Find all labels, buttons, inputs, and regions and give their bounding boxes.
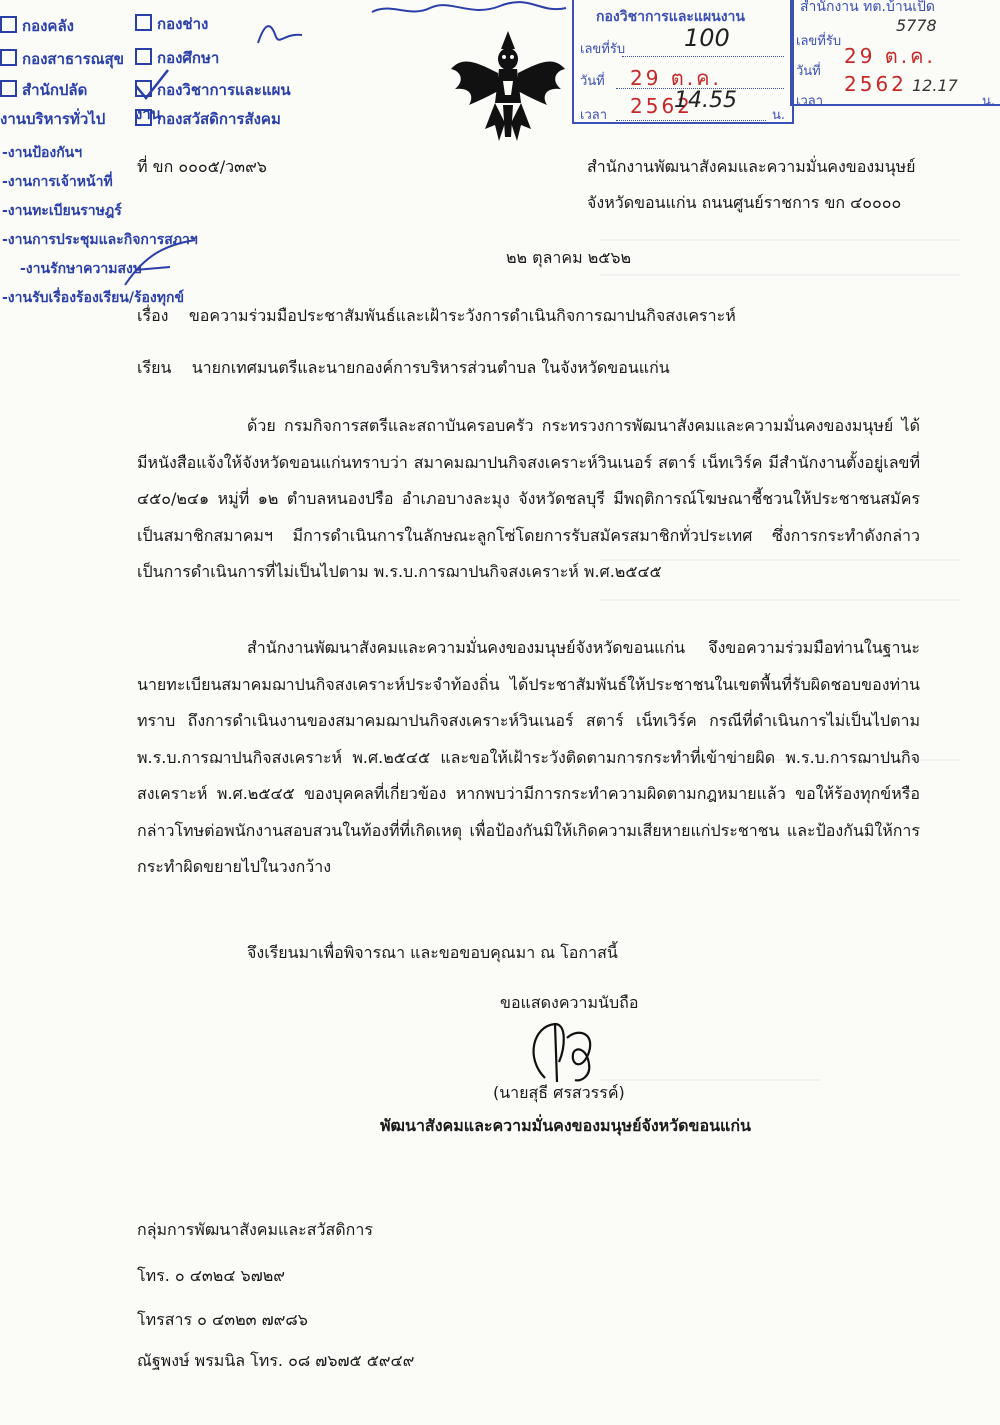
stamp-division-no-label: เลขที่รับ <box>580 42 626 57</box>
body-paragraph-1 <box>137 408 920 591</box>
checkbox-icon <box>135 109 152 126</box>
stamp-line <box>616 120 766 121</box>
stamp-office-no-value: 5778 <box>896 16 937 35</box>
stamp-division-date-value: 29 ต.ค. 2562 <box>630 66 722 118</box>
routing-item-council-meetings: -งานการประชุมและกิจการสภาฯ <box>2 232 198 248</box>
garuda-emblem-icon <box>443 25 573 155</box>
letter-date: ๒๒ ตุลาคม ๒๕๖๒ <box>506 248 632 267</box>
subject-label: เรื่อง <box>137 306 169 325</box>
checkbox-social-welfare[interactable]: กองสวัสดิการสังคม <box>135 107 281 131</box>
division-receipt-stamp <box>572 0 794 124</box>
routing-item-civil-registration: -งานทะเบียนราษฎร์ <box>2 203 122 219</box>
checkbox-icon <box>0 16 17 33</box>
stamp-division-title: กองวิชาการและแผนงาน <box>596 9 745 25</box>
issuer-address-line-2: จังหวัดขอนแก่น ถนนศูนย์ราชการ ขก ๔๐๐๐๐ <box>587 193 902 212</box>
checkbox-general-admin[interactable]: งานบริหารทั่วไป <box>0 110 106 128</box>
subject-text: ขอความร่วมมือประชาสัมพันธ์และเฝ้าระวังการดำเนินกิจการฌาปนกิจสงเคราะห์ <box>188 306 736 325</box>
checkbox-engineering[interactable]: กองช่าง <box>135 12 208 36</box>
stamp-division-time-value: 14.55 <box>674 88 737 113</box>
contact-fax: โทรสาร ๐ ๔๓๒๓ ๗๙๘๖ <box>137 1310 308 1329</box>
handwritten-date-mark <box>115 235 205 295</box>
checkbox-icon <box>135 14 152 31</box>
checkbox-finance[interactable]: กองคลัง <box>0 14 74 38</box>
signer-name: (นายสุธี ศรสวรรค์) <box>493 1083 625 1102</box>
stamp-line <box>616 88 784 89</box>
routing-item-peacekeeping: -งานรักษาความสงบ <box>20 261 142 277</box>
handwritten-initial-mark <box>250 15 310 55</box>
stamp-division-time-suffix: น. <box>772 108 786 123</box>
handwritten-note <box>370 0 570 22</box>
contact-unit: กลุ่มการพัฒนาสังคมและสวัสดิการ <box>137 1220 373 1239</box>
body-paragraph-2 <box>137 630 920 886</box>
addressee-text: นายกเทศมนตรีและนายกองค์การบริหารส่วนตำบล ในจังหวัดขอนแก่น <box>191 358 670 377</box>
subject-line <box>137 298 736 334</box>
body-paragraph-2-text: สำนักงานพัฒนาสังคมและความมั่นคงของมนุษย์จังหวัดขอนแก่น จึงขอความร่วมมือท่านในฐานะนายทะเบียนสมาคมฌาปนกิจสงเคราะห์ประจำท้องถิ่น ได้ประชาสัมพันธ์ให้ประชาชนในเขตพื้นที่รับผิดชอบของท่านทราบ ถึงการดำเนินงานของสมาคมฌาปนกิจสงเคราะห์วินเนอร์ สตาร์ เน็ทเวิร์ค กรณีที่ดำเนินการไม่เป็นไปตาม พ.ร.บ.การฌาปนกิจสงเคราะห์ พ.ศ.๒๕๔๕ และขอให้เฝ้าระวังติดตามการกระทำที่เข้าข่ายผิด พ.ร.บ.การฌาปนกิจสงเคราะห์ พ.ศ.๒๕๔๕ ของบุคคลที่เกี่ยวข้อง หากพบว่ามีการกระทำความผิดตามกฎหมายแล้ว ขอให้ร้องทุกข์หรือกล่าวโทษต่อพนักงานสอบสวนในท้องที่ที่เกิดเหตุ เพื่อป้องกันมิให้เกิดความเสียหายแก่ประชาชน และป้องกันมิให้การกระทำผิดขยายไปในวงกว้าง <box>137 638 920 876</box>
checkbox-icon <box>0 80 17 97</box>
check-mark-icon <box>132 68 172 108</box>
stamp-office-title: สำนักงาน ทต.บ้านเป็ด <box>800 0 936 15</box>
stamp-division-time-label: เวลา <box>580 108 608 123</box>
stamp-office-time-value: 12.17 <box>912 76 958 95</box>
contact-person: ณัฐพงษ์ พรมนิล โทร. ๐๘ ๗๖๗๕ ๕๙๔๙ <box>137 1351 415 1370</box>
contact-telephone: โทร. ๐ ๔๓๒๔ ๖๗๒๙ <box>137 1266 285 1285</box>
stamp-office-date-value: 29 ต.ค. 2562 <box>844 44 936 96</box>
addressee-line <box>137 350 670 386</box>
office-receipt-stamp <box>790 0 1000 109</box>
routing-item-complaints: -งานรับเรื่องร้องเรียน/ร้องทุกข์ <box>2 290 185 306</box>
routing-item-prevention: -งานป้องกันฯ <box>2 145 83 161</box>
stamp-office-time-label: เวลา <box>796 94 824 109</box>
closing-request: จึงเรียนมาเพื่อพิจารณา และขอขอบคุณมา ณ โอกาสนี้ <box>247 943 618 962</box>
stamp-office-time-suffix: น. <box>982 94 996 109</box>
stamp-division-no-value: 100 <box>684 24 730 52</box>
signer-position: พัฒนาสังคมและความมั่นคงของมนุษย์จังหวัดขอนแก่น <box>380 1116 751 1135</box>
routing-item-personnel: -งานการเจ้าหน้าที่ <box>2 174 113 190</box>
addressee-label: เรียน <box>137 358 172 377</box>
stamp-division-date-label: วันที่ <box>580 74 605 89</box>
checkbox-education[interactable]: กองศึกษา <box>135 46 219 70</box>
document-reference-number: ที่ ขก ๐๐๐๕/ว๓๙๖ <box>137 157 267 176</box>
stamp-office-date-label: วันที่ <box>796 64 821 79</box>
checkbox-planning[interactable]: กองวิชาการและแผนงาน <box>135 81 291 123</box>
checkbox-icon <box>135 48 152 65</box>
stamp-line <box>622 56 784 57</box>
checkbox-public-health[interactable]: กองสาธารณสุข <box>0 47 124 71</box>
checkbox-clerk-office[interactable]: สำนักปลัด <box>0 78 87 102</box>
closing-salutation: ขอแสดงความนับถือ <box>500 993 639 1012</box>
issuer-address-line-1: สำนักงานพัฒนาสังคมและความมั่นคงของมนุษย์ <box>587 157 916 176</box>
checkbox-icon <box>0 49 17 66</box>
body-paragraph-1-text: ด้วย กรมกิจการสตรีและสถาบันครอบครัว กระทรวงการพัฒนาสังคมและความมั่นคงของมนุษย์ ได้มีหนังสือแจ้งให้จังหวัดขอนแก่นทราบว่า สมาคมฌาปนกิจสงเคราะห์วินเนอร์ สตาร์ เน็ทเวิร์ค มีสำนักงานตั้งอยู่เลขที่ ๔๕๐/๒๔๑ หมู่ที่ ๑๒ ตำบลหนองปรือ อำเภอบางละมุง จังหวัดชลบุรี มีพฤติการณ์โฆษณาชี้ชวนให้ประชาชนสมัครเป็นสมาชิกสมาคมฯ มีการดำเนินการในลักษณะลูกโซ่โดยการรับสมัครสมาชิกทั่วประเทศ ซึ่งการกระทำดังกล่าวเป็นการดำเนินการที่ไม่เป็นไปตาม พ.ร.บ.การฌาปนกิจสงเคราะห์ พ.ศ.๒๕๔๕ <box>137 416 920 581</box>
stamp-office-no-label: เลขที่รับ <box>796 34 842 49</box>
